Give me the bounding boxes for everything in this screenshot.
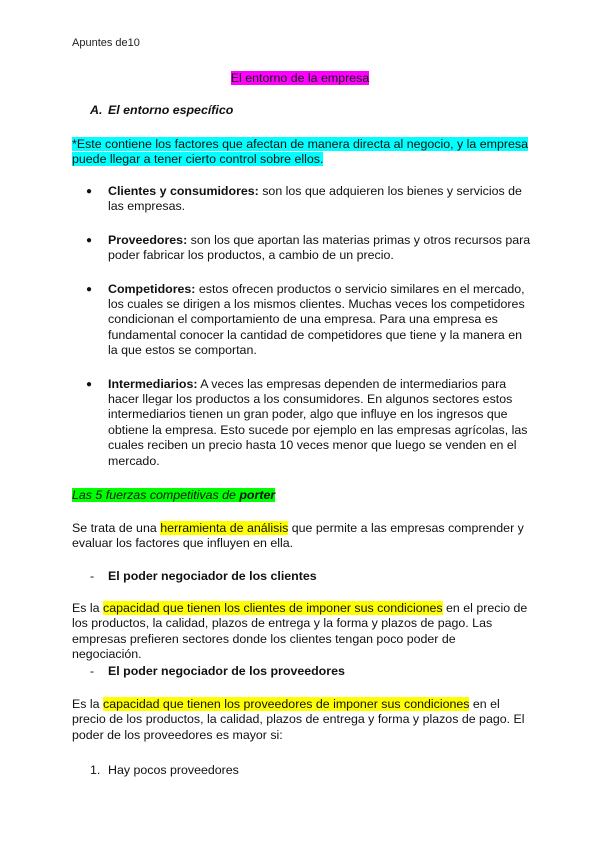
list-number: 1. (90, 763, 101, 777)
porter-heading (72, 488, 275, 503)
entorno-bullet-list (86, 184, 532, 487)
intro-note-text: *Este contiene los factores que afectan de manera directa al negocio, y la empresa puede llegar a tener cierto control sobre ellos. (72, 137, 528, 167)
porter-desc-after: que permite a las empresas comprender y evaluar los factores que influyen en ella. (72, 521, 524, 551)
section-a-number: A. (90, 103, 103, 117)
proveedores-description (72, 697, 528, 743)
bullet-text: son los que adquieren los bienes y servicios de las empresas. (108, 184, 522, 214)
intro-note (72, 137, 532, 168)
list-item (86, 377, 532, 469)
document-title: El entorno de la empresa (230, 71, 370, 85)
bullet-term: Clientes y consumidores: (108, 184, 259, 198)
proveedores-desc-after: en el precio de los productos, la calidad, plazos de entrega y forma y plazos de pago. El poder de los proveedores es mayor si: (72, 697, 525, 742)
subheading-proveedores (90, 664, 345, 679)
clientes-desc-before: Es la (72, 601, 103, 615)
list-item (86, 184, 532, 215)
proveedores-desc-highlight: capacidad que tienen los proveedores de imponer sus condiciones (103, 697, 470, 711)
clientes-desc-highlight: capacidad que tienen los clientes de imponer sus condiciones (103, 601, 443, 615)
bullet-text: son los que aportan las materias primas y otros recursos para poder fabricar los productos, a cambio de un precio. (108, 232, 531, 263)
bullet-term: Intermediarios: (108, 376, 198, 391)
subheading-dash: - (90, 569, 95, 583)
porter-heading-highlight (72, 488, 275, 502)
bullet-text: A veces las empresas dependen de intermediarios para hacer llegar los productos a los consumidores. En algunos sectores estos intermediarios tienen un gran poder, algo que influye en los ingresos que obtiene la empresa. Esto sucede por ejemplo en las empresas agrícolas, las cuales reciben un precio hasta 10 veces menor que luego se venden en el mercado. (108, 376, 528, 468)
section-a-title: El entorno específico (108, 103, 234, 117)
porter-desc-highlight: herramienta de análisis (160, 521, 289, 535)
subheading-clientes (90, 569, 317, 584)
proveedores-desc-before: Es la (72, 697, 103, 711)
bullet-term: Competidores: (108, 281, 196, 296)
clientes-desc-after: en el precio de los productos, la calidad, plazos de entrega y la forma y plazos de pago. Las empresas prefieren sectores donde los clientes tengan poco poder de negociación. (72, 601, 528, 662)
page-header: Apuntes de10 (72, 37, 140, 49)
title-block (0, 71, 600, 86)
clientes-description (72, 601, 528, 663)
bullet-term: Proveedores: (108, 232, 188, 247)
subheading-dash: - (90, 664, 95, 678)
porter-heading-bold: porter (239, 488, 276, 502)
porter-desc-before: Se trata de una (72, 521, 161, 535)
list-item (86, 233, 532, 264)
subheading-title: El poder negociador de los proveedores (108, 664, 345, 678)
numbered-list-item (90, 763, 239, 778)
subheading-title: El poder negociador de los clientes (108, 569, 317, 583)
porter-heading-text: Las 5 fuerzas competitivas de (72, 488, 240, 502)
porter-description (72, 521, 528, 552)
section-a-heading (90, 103, 233, 118)
list-item (86, 282, 532, 359)
list-text: Hay pocos proveedores (108, 763, 239, 777)
bullet-text: estos ofrecen productos o servicio similares en el mercado, los cuales se dirigen a los mismos clientes. Muchas veces los competidores condicionan el comportamiento de una empresa. Para una empresa es fundamental conocer la cantidad de competidores que tiene y la manera en la que estos se comportan. (108, 281, 525, 358)
